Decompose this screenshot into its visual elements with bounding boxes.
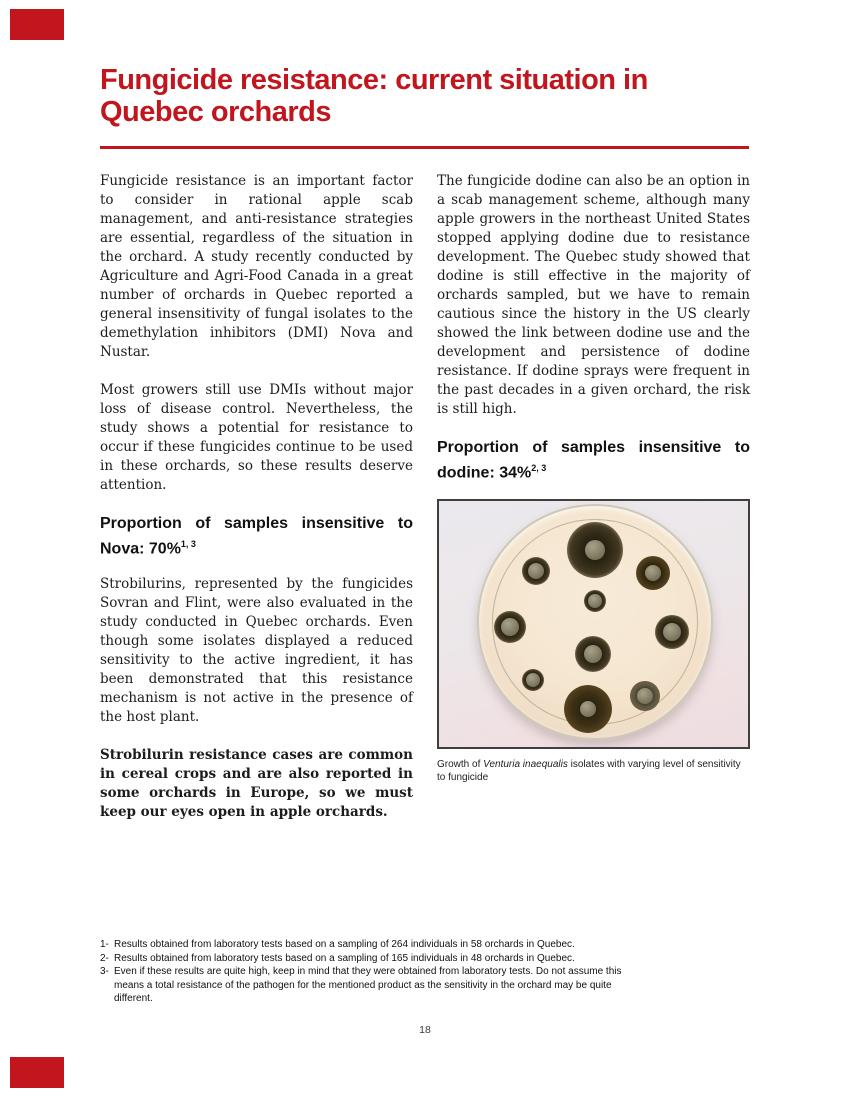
heading-nova-proportion: Proportion of samples insensitive to Nova: 70%$^{1, 3}$ — [100, 515, 413, 558]
page-number: 18 — [419, 1024, 431, 1036]
footnote-reference: 2, 3 — [531, 463, 547, 473]
title-divider-rule — [100, 146, 749, 149]
footnote-item — [100, 965, 645, 1006]
colony-center — [580, 701, 596, 717]
red-corner-tab-top — [10, 9, 64, 40]
footnote-marker: 3- — [100, 966, 109, 977]
figure-caption: Growth of Venturia inaequalis isolates with varying level of sensitivity to fungicide — [437, 759, 741, 784]
left-column — [100, 172, 413, 841]
petri-dish-photo — [437, 499, 750, 749]
footnote-marker: 1- — [100, 939, 109, 950]
footnote-item — [100, 938, 645, 952]
body-paragraph: Fungicide resistance is an important factor to consider in rational apple scab management, and anti-resistance strategies are essential, regardless of the situation in the orchard. A study recently conducted by Agriculture and Agri-Food Canada in a great number of orchards in Quebec reported a general insensitivity of fungal isolates to the demethylation inhibitors (DMI) Nova and Nustar. — [100, 173, 413, 360]
colony-center — [585, 540, 605, 560]
colony-center — [637, 688, 653, 704]
fungal-colony — [567, 522, 623, 578]
page-title-line1: Fungicide resistance: current situation in — [100, 64, 648, 96]
page-title — [100, 64, 750, 128]
red-corner-tab-bottom — [10, 1057, 64, 1088]
body-paragraph: Strobilurins, represented by the fungicides Sovran and Flint, were also evaluated in the study conducted in Quebec orchards. Even though some isolates displayed a reduced sensitivity to the active ingredient, it has been demonstrated that this resistance mechanism is not active in the presence of the host plant. — [100, 576, 413, 726]
colony-center — [501, 618, 519, 636]
colony-center — [528, 563, 544, 579]
colony-center — [588, 594, 602, 608]
colony-center — [526, 673, 540, 687]
footnote-marker: 2- — [100, 952, 109, 964]
colony-center — [645, 565, 661, 581]
body-paragraph-bold: Strobilurin resistance cases are common in cereal crops and are also reported in some orchards in Europe, so we must keep our eyes open in apple orchards. — [100, 747, 413, 821]
footnote-text: Results obtained from laboratory tests based on a sampling of 264 individuals in 58 orchards in Quebec. — [114, 939, 575, 950]
heading-dodine-proportion: Proportion of samples insensitive to dodine: 34%$^{2, 3}$ — [437, 439, 750, 482]
footnote-reference: 1, 3 — [180, 539, 196, 549]
two-column-body — [100, 172, 750, 841]
page-title-line2: Quebec orchards — [100, 96, 332, 128]
footnote-text: Results obtained from laboratory tests based on a sampling of 165 individuals in 48 orchards in Quebec. — [114, 952, 575, 964]
species-name: Venturia inaequalis — [483, 759, 568, 771]
fungal-colony — [564, 685, 612, 733]
body-paragraph: The fungicide dodine can also be an option in a scab management scheme, although many apple growers in the northeast United States stopped applying dodine due to resistance development. The Quebec study showed that dodine is still effective in the majority of orchards sampled, but we have to remain cautious since the history in the US clearly showed the link between dodine use and the development and persistence of dodine resistance. If dodine sprays were frequent in the past decades in a given orchard, the risk is still high. — [437, 173, 750, 417]
right-column — [437, 172, 750, 841]
colony-center — [663, 623, 681, 641]
footnote-text: Even if these results are quite high, keep in mind that they were obtained from laboratory tests. Do not assume this means a total resistance of the pathogen for the mentioned product as the sensitivity in the orchard may be quite different. — [114, 966, 622, 1004]
footnote-item — [100, 952, 645, 966]
footnote-list — [100, 938, 645, 1006]
colony-center — [584, 645, 602, 663]
body-paragraph: Most growers still use DMIs without major loss of disease control. Nevertheless, the study shows a potential for resistance to occur if these fungicides continue to be used in these orchards, so these results deserve attention. — [100, 382, 413, 493]
